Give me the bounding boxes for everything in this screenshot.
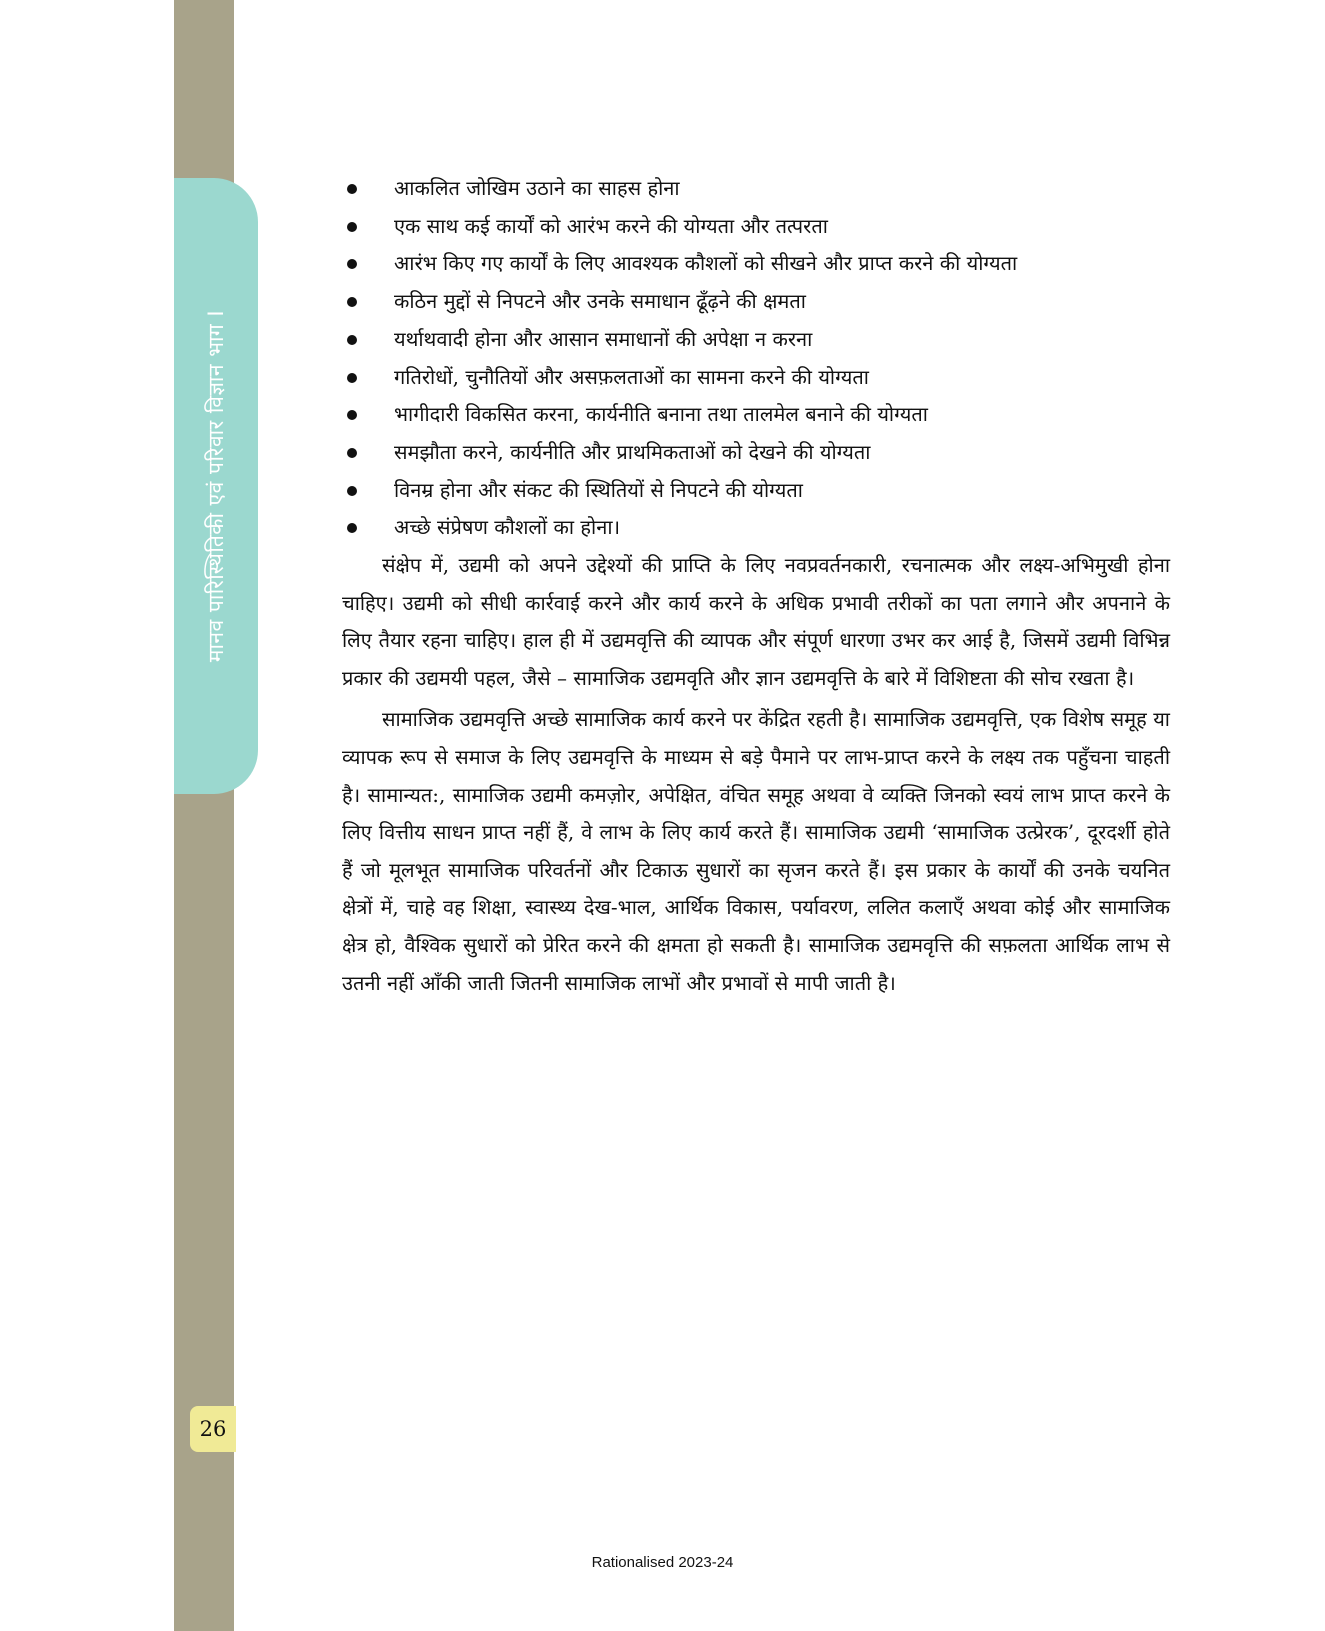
qualities-list bbox=[342, 170, 1170, 547]
bullet-icon bbox=[347, 259, 357, 269]
list-item-text: यर्थाथवादी होना और आसान समाधानों की अपेक्षा न करना bbox=[394, 326, 813, 351]
list-item-text: भागीदारी विकसित करना, कार्यनीति बनाना तथा तालमेल बनाने की योग्यता bbox=[394, 402, 928, 427]
list-item bbox=[342, 208, 1170, 246]
footer-note: Rationalised 2023-24 bbox=[591, 1554, 734, 1571]
list-item-text: एक साथ कई कार्यों को आरंभ करने की योग्यता और तत्परता bbox=[394, 213, 828, 238]
list-item bbox=[342, 396, 1170, 434]
list-item bbox=[342, 245, 1170, 283]
list-item bbox=[342, 283, 1170, 321]
bullet-icon bbox=[347, 448, 357, 458]
book-title: मानव पारिस्थितिकी एवं परिवार विज्ञान भाग I bbox=[204, 309, 228, 663]
list-item bbox=[342, 472, 1170, 510]
bullet-icon bbox=[347, 222, 357, 232]
list-item bbox=[342, 321, 1170, 359]
list-item bbox=[342, 170, 1170, 208]
page-content bbox=[342, 170, 1170, 1002]
list-item-text: कठिन मुद्दों से निपटने और उनके समाधान ढूँढ़ने की क्षमता bbox=[394, 289, 806, 314]
book-title-tab bbox=[174, 178, 258, 794]
bullet-icon bbox=[347, 297, 357, 307]
bullet-icon bbox=[347, 373, 357, 383]
list-item bbox=[342, 434, 1170, 472]
list-item bbox=[342, 359, 1170, 397]
social-entrepreneurship-paragraph: सामाजिक उद्यमवृत्ति अच्छे सामाजिक कार्य करने पर केंद्रित रहती है। सामाजिक उद्यमवृत्ति, एक विशेष समूह या व्यापक रूप से समाज के लिए उद्यमवृत्ति के माध्यम से बड़े पैमाने पर लाभ-प्राप्त करने के लक्ष्य तक पहुँचना चाहती है। सामान्यत:, सामाजिक उद्यमी कमज़ोर, अपेक्षित, वंचित समूह अथवा वे व्यक्ति जिनको स्वयं लाभ प्राप्त करने के लिए वित्तीय साधन प्राप्त नहीं हैं, वे लाभ के लिए कार्य करते हैं। सामाजिक उद्यमी ‘सामाजिक उत्प्रेरक’, दूरदर्शी होते हैं जो मूलभूत सामाजिक परिवर्तनों और टिकाऊ सुधारों का सृजन करते हैं। इस प्रकार के कार्यों की उनके चयनित क्षेत्रों में, चाहे वह शिक्षा, स्वास्थ्य देख-भाल, आर्थिक विकास, पर्यावरण, ललित कलाएँ अथवा कोई और सामाजिक क्षेत्र हो, वैश्विक सुधारों को प्रेरित करने की क्षमता हो सकती है। सामाजिक उद्यमवृत्ति की सफ़लता आर्थिक लाभ से उतनी नहीं आँकी जाती जितनी सामाजिक लाभों और प्रभावों से मापी जाती है। bbox=[342, 707, 1170, 995]
list-item-text: आकलित जोखिम उठाने का साहस होना bbox=[394, 176, 680, 200]
list-item-text: विनम्र होना और संकट की स्थितियों से निपटने की योग्यता bbox=[394, 477, 803, 502]
list-item bbox=[342, 509, 1170, 547]
page-number: 26 bbox=[190, 1406, 236, 1452]
list-item-text: समझौता करने, कार्यनीति और प्राथमिकताओं को देखने की योग्यता bbox=[394, 439, 871, 464]
bullet-icon bbox=[347, 335, 357, 345]
bullet-icon bbox=[347, 184, 357, 194]
bullet-icon bbox=[347, 410, 357, 420]
bullet-icon bbox=[347, 523, 357, 533]
bullet-icon bbox=[347, 486, 357, 496]
list-item-text: गतिरोधों, चुनौतियों और असफ़लताओं का सामना करने की योग्यता bbox=[394, 364, 869, 389]
list-item-text: आरंभ किए गए कार्यों के लिए आवश्यक कौशलों को सीखने और प्राप्त करने की योग्यता bbox=[394, 251, 1018, 276]
summary-paragraph: संक्षेप में, उद्यमी को अपने उद्देश्यों की प्राप्ति के लिए नवप्रवर्तनकारी, रचनात्मक और लक्ष्य-अभिमुखी होना चाहिए। उद्यमी को सीधी कार्रवाई करने और कार्य करने के अधिक प्रभावी तरीकों का पता लगाने और अपनाने के लिए तैयार रहना चाहिए। हाल ही में उद्यमवृत्ति की व्यापक और संपूर्ण धारणा उभर कर आई है, जिसमें उद्यमी विभिन्न प्रकार की उद्यमयी पहल, जैसे – सामाजिक उद्यमवृति और ज्ञान उद्यमवृत्ति के बारे में विशिष्टता की सोच रखता है। bbox=[342, 553, 1170, 690]
list-item-text: अच्छे संप्रेषण कौशलों का होना। bbox=[394, 515, 621, 540]
